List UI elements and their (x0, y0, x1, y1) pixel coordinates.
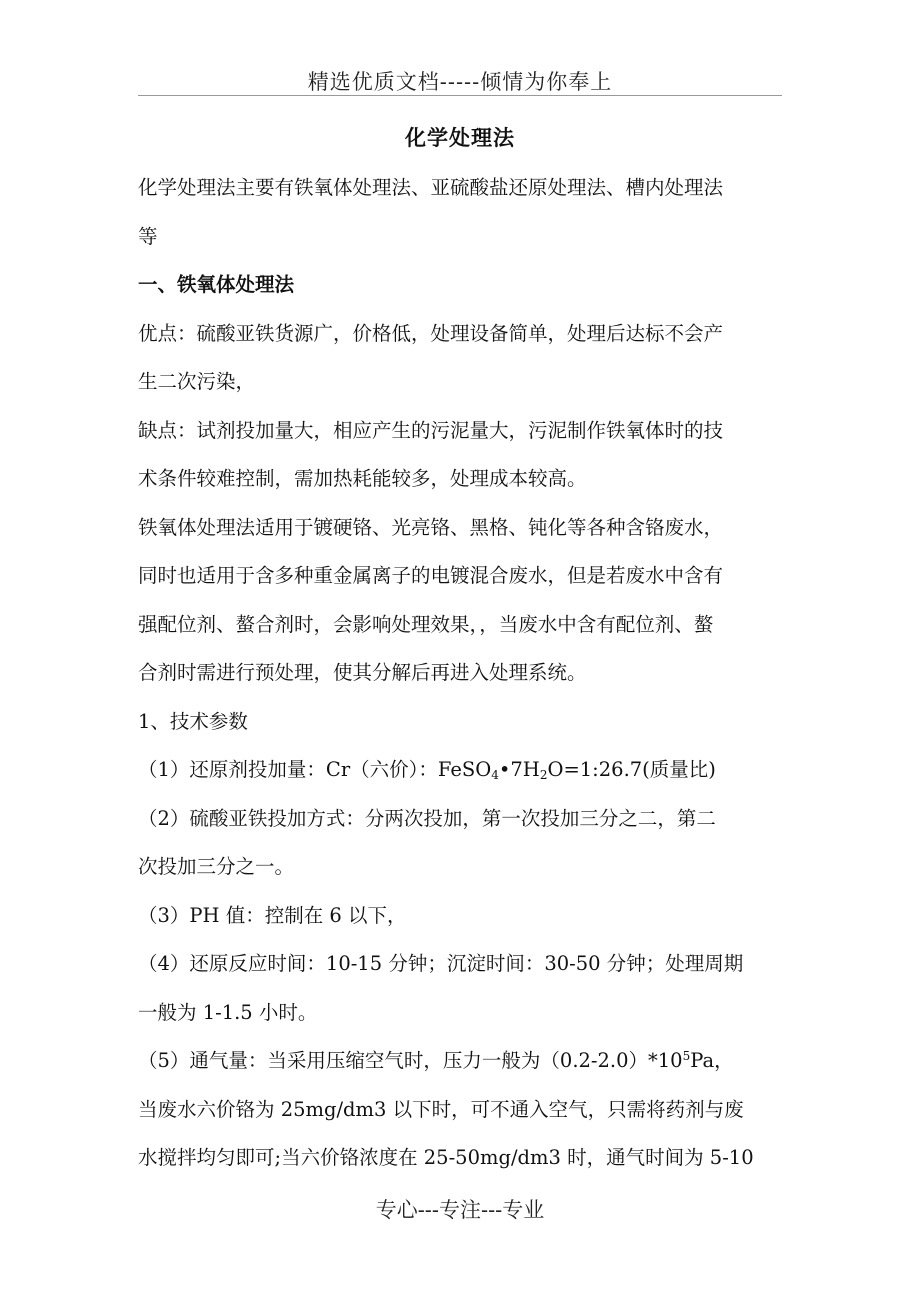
param-2-line-2: 次投加三分之一。 (138, 855, 295, 878)
advantages-line-2: 生二次污染， (138, 370, 256, 393)
scope-line-4: 合剂时需进行预处理，使其分解后再进入处理系统。 (138, 661, 587, 684)
disadvantages-line-1: 缺点：试剂投加量大，相应产生的污泥量大，污泥制作铁氧体时的技 (138, 418, 724, 442)
page-header: 精选优质文档-----倾情为你奉上 (307, 70, 613, 94)
scope-line-1: 铁氧体处理法适用于镀硬铬、光亮铬、黑格、钝化等各种含铬废水， (138, 515, 724, 539)
param-1-text-c: O=1:26.7(质量比) (547, 758, 716, 781)
param-4-line-2: 一般为 1-1.5 小时。 (138, 1000, 318, 1024)
param-5-line-3: 水搅拌均匀即可;当六价铬浓度在 25-50mg/dm3 时，通气时间为 5-10 (138, 1146, 754, 1169)
param-5-text-b: Pa， (690, 1049, 734, 1072)
param-5-line-2: 当废水六价铬为 25mg/dm3 以下时，可不通入空气，只需将药剂与废 (138, 1097, 744, 1121)
header-divider (138, 95, 782, 96)
param-1 (138, 748, 784, 797)
param-5-text-a: （5）通气量：当采用压缩空气时，压力一般为（0.2-2.0）*10 (138, 1049, 683, 1072)
disadvantages-line-2: 术条件较难控制，需加热耗能较多，处理成本较高。 (138, 467, 587, 490)
param-3: （3）PH 值：控制在 6 以下， (138, 903, 407, 927)
intro-line-1: 化学处理法主要有铁氧体处理法、亚硫酸盐还原处理法、槽内处理法 (138, 176, 724, 199)
page-footer: 专心---专注---专业 (375, 1198, 545, 1222)
advantages-line-1: 优点：硫酸亚铁货源广，价格低，处理设备简单，处理后达标不会产 (138, 321, 724, 345)
scope-line-3: 强配位剂、螯合剂时，会影响处理效果，，当废水中含有配位剂、螯 (138, 612, 714, 636)
section-heading: 一、铁氧体处理法 (138, 273, 295, 296)
scope-line-2: 同时也适用于含多种重金属离子的电镀混合废水，但是若废水中含有 (138, 564, 724, 587)
param-1-text-b: •7H (498, 758, 540, 781)
document-body (138, 166, 784, 1185)
param-4-line-1: （4）还原反应时间：10-15 分钟；沉淀时间：30-50 分钟；处理周期 (138, 952, 744, 975)
param-5-sup: 5 (682, 1049, 691, 1063)
document-title: 化学处理法 (405, 125, 515, 150)
params-heading: 1、技术参数 (138, 709, 248, 733)
param-1-sub-1: 4 (491, 768, 499, 782)
param-1-text-a: （1）还原剂投加量：Cr（六价）：FeSO (138, 758, 492, 781)
param-5-line-1 (138, 1039, 784, 1088)
intro-line-2: 等 (138, 224, 158, 248)
param-1-sub-2: 2 (539, 768, 548, 782)
param-2-line-1: （2）硫酸亚铁投加方式：分两次投加，第一次投加三分之二，第二 (138, 806, 716, 830)
